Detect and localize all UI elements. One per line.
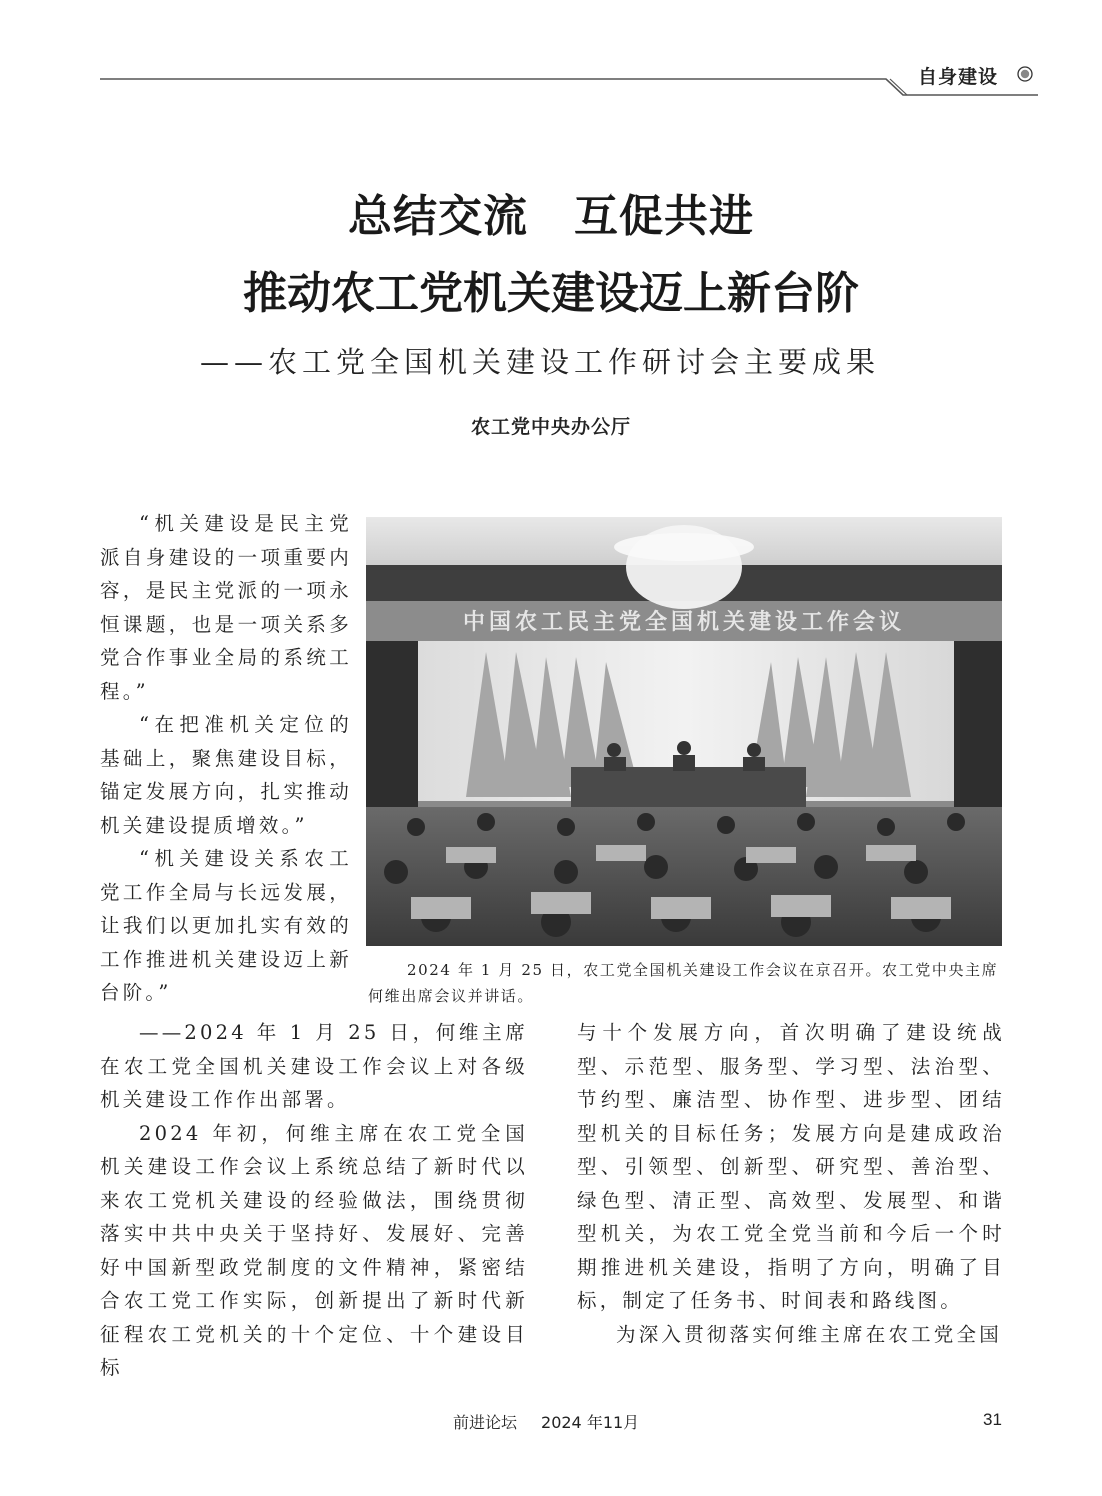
article-subtitle: ——农工党全国机关建设工作研讨会主要成果: [200, 345, 881, 379]
body-paragraph: 为深入贯彻落实何维主席在农工党全国: [616, 1322, 1002, 1346]
pull-quote: “机关建设关系农工党工作全局与长远发展，让我们以更加扎实有效的工作推进机关建设迈上新台阶。”: [100, 847, 352, 1004]
body-paragraph: ——2024 年 1 月 25 日，何维主席在农工党全国机关建设工作会议上对各级机关建设工作作出部署。: [100, 1021, 528, 1111]
photo-caption: 2024 年 1 月 25 日，农工党全国机关建设工作会议在京召开。农工党中央主席何维出席会议并讲话。: [368, 961, 999, 1005]
article-title-line2: 推动农工党机关建设迈上新台阶: [243, 268, 859, 319]
title-part2: 互促共进: [574, 191, 754, 242]
meeting-photo: [366, 517, 1002, 946]
body-right-column: [577, 1016, 1005, 1351]
banner-text: 中国农工民主党全国机关建设工作会议: [462, 610, 906, 635]
pull-quotes: [100, 507, 352, 1010]
article-title-line1: [0, 180, 1102, 244]
body-paragraph: 2024 年初，何维主席在农工党全国机关建设工作会议上系统总结了新时代以来农工党机关建设的经验做法，围绕贯彻落实中共中央关于坚持好、发展好、完善好中国新型政党制度的文件精神，紧密结合农工党工作实际，创新提出了新时代新征程农工党机关的十个定位、十个建设目标: [100, 1121, 528, 1379]
journal-name: 前进论坛: [453, 1413, 518, 1432]
body-left-column: [100, 1016, 528, 1385]
pull-quote: “在把准机关定位的基础上，聚焦建设目标，锚定发展方向，扎实推动机关建设提质增效。”: [100, 713, 352, 837]
section-label: 自身建设: [918, 66, 999, 88]
body-paragraph: 与十个发展方向，首次明确了建设统战型、示范型、服务型、学习型、法治型、节约型、廉洁型、协作型、进步型、团结型机关的目标任务；发展方向是建成政治型、引领型、创新型、研究型、善治型、绿色型、清正型、高效型、发展型、和谐型机关，为农工党全党当前和今后一个时期推进机关建设，指明了方向，明确了目标，制定了任务书、时间表和路线图。: [577, 1021, 1005, 1312]
bullseye-icon: [1017, 66, 1033, 82]
footer-journal: [453, 1410, 639, 1433]
journal-issue: 2024 年11月: [541, 1413, 640, 1432]
title-part1: 总结交流: [348, 191, 528, 242]
article-byline: 农工党中央办公厅: [470, 416, 631, 438]
page-number: 31: [983, 1410, 1002, 1429]
header-rule: [0, 0, 1102, 110]
pull-quote: “机关建设是民主党派自身建设的一项重要内容，是民主党派的一项永恒课题，也是一项关系多党合作事业全局的系统工程。”: [100, 512, 352, 703]
